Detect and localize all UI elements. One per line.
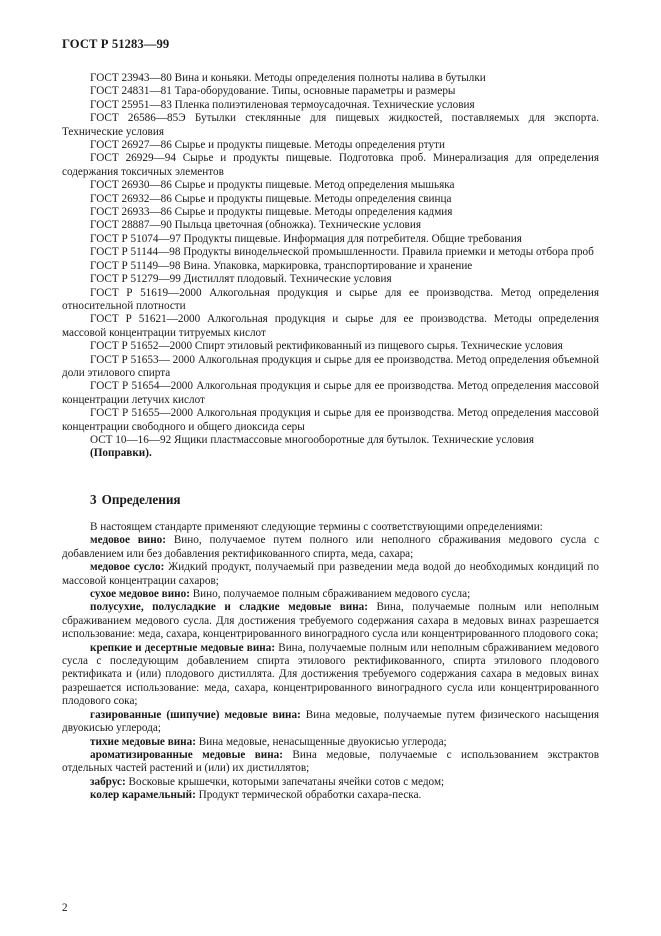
definition-text: Вина, получаемые полным или неполным сбраживанием медового сусла. Для достижения требуемого содержания сахара в медовых винах разрешается использование: меда, сахара, концентрированного виноградного сусла или концентрированного плодового сока;	[62, 601, 600, 641]
reference-title: Вина и коньяки. Методы определения полноты налива в бутылки	[174, 72, 486, 84]
reference-item	[62, 407, 599, 434]
amendments-note: (Поправки).	[90, 447, 152, 460]
reference-title: Спирт этиловый ректификованный из пищевого сырья. Технические условия	[194, 340, 563, 353]
reference-code: ГОСТ Р 51654—2000	[90, 380, 193, 393]
reference-item	[62, 112, 599, 139]
reference-title: Сырье и продукты пищевые. Подготовка проб. Минерализация для определения содержания токсичных элементов	[62, 152, 600, 178]
definition-item	[62, 534, 599, 561]
reference-title: Дистиллят плодовый. Технические условия	[183, 273, 392, 286]
definition-item	[62, 776, 599, 789]
definition-text: Вина медовые, получаемые путем физического насыщения двуокисью углерода;	[62, 708, 600, 735]
reference-item	[62, 340, 599, 353]
definition-item	[62, 709, 599, 736]
reference-item	[62, 152, 599, 179]
reference-code: ГОСТ Р 51652—2000	[90, 340, 193, 353]
reference-item	[62, 313, 599, 340]
reference-title: Сырье и продукты пищевые. Метод определения мышьяка	[174, 179, 455, 192]
reference-code: ГОСТ Р 51619—2000	[90, 286, 202, 299]
reference-title: Алкогольная продукция и сырье для ее производства. Методы определения массовой концентрации титруемых кислот	[62, 313, 599, 339]
reference-code: ГОСТ 26932—86	[90, 192, 172, 205]
definition-text: Жидкий продукт, получаемый при разведении меда водой до необходимых кондиций по массовой концентрации сахаров;	[62, 561, 599, 587]
definition-term: забрус:	[90, 775, 126, 788]
reference-code: ГОСТ 26586—85Э	[90, 112, 186, 125]
definition-text: Продукт термической обработки сахара-песка.	[198, 789, 422, 802]
reference-code: ГОСТ Р 51149—98	[90, 259, 181, 272]
reference-code: ГОСТ Р 51655—2000	[90, 407, 193, 420]
definition-text: Вина медовые, получаемые с использованием экстрактов отдельных частей растений и (или) их дистиллятов;	[62, 748, 599, 775]
reference-item	[62, 273, 599, 286]
reference-code: ГОСТ 26929—94	[90, 152, 176, 165]
reference-item	[62, 72, 599, 85]
reference-title: Сырье и продукты пищевые. Методы определения свинца	[174, 192, 452, 205]
definition-term: тихие медовые вина:	[90, 735, 196, 748]
reference-item	[62, 246, 599, 259]
reference-title: Продукты винодельческой промышленности. Правила приемки и методы отбора проб	[183, 246, 594, 259]
reference-title: Алкогольная продукция и сырье для ее производства. Метод определения относительной плотности	[62, 286, 599, 312]
reference-item	[62, 139, 599, 152]
reference-code: ГОСТ Р 51144—98	[90, 246, 181, 259]
reference-title: Вина. Упаковка, маркировка, транспортирование и хранение	[183, 259, 473, 272]
reference-item	[62, 380, 599, 407]
definition-item	[62, 561, 599, 588]
definition-text: Вино, получаемое полным сбраживанием медового сусла;	[192, 588, 471, 601]
reference-code: ГОСТ Р 51279—99	[90, 273, 181, 286]
reference-code: ГОСТ 25951—83	[90, 98, 172, 111]
reference-code: ОСТ 10—16—92	[90, 433, 172, 446]
reference-item	[62, 287, 599, 314]
reference-title: Сырье и продукты пищевые. Методы определения ртути	[174, 139, 445, 152]
reference-code: ГОСТ 23943—80	[90, 72, 172, 84]
definition-term: медовое вино:	[90, 534, 167, 547]
reference-code: ГОСТ 26927—86	[90, 139, 172, 152]
reference-item	[62, 260, 599, 273]
definition-item	[62, 642, 599, 709]
page-number: 2	[62, 902, 68, 914]
definition-term: ароматизированные медовые вина:	[90, 748, 283, 761]
definitions-body	[62, 521, 599, 803]
definition-text: Восковые крышечки, которыми запечатаны ячейки сотов с медом;	[128, 775, 445, 788]
definitions-intro: В настоящем стандарте применяют следующие термины с соответствующими определениями:	[90, 521, 543, 533]
reference-item	[62, 354, 599, 381]
definition-item	[62, 749, 599, 776]
definition-term: колер карамельный:	[90, 789, 196, 802]
reference-code: ГОСТ Р 51621—2000	[90, 313, 201, 326]
definition-item	[62, 736, 599, 749]
reference-title: Пленка полиэтиленовая термоусадочная. Технические условия	[174, 98, 475, 111]
reference-title: Алкогольная продукция и сырье для ее производства. Метод определения массовой концентрации свободного и общего диоксида серы	[62, 407, 599, 433]
reference-title: Тара-оборудование. Типы, основные параметры и размеры	[174, 85, 456, 98]
reference-item	[62, 179, 599, 192]
reference-item	[62, 434, 599, 447]
reference-code: ГОСТ 26930—86	[90, 179, 172, 192]
definition-term: газированные (шипучие) медовые вина:	[90, 708, 301, 721]
reference-title: Алкогольная продукция и сырье для ее производства. Метод определения массовой концентрации летучих кислот	[62, 380, 599, 406]
reference-title: Пыльца цветочная (обножка). Технические условия	[174, 219, 421, 232]
reference-title: Продукты пищевые. Информация для потребителя. Общие требования	[183, 232, 522, 245]
reference-title: Алкогольная продукция и сырье для ее производства. Метод определения объемной доли этилового спирта	[62, 353, 599, 379]
definition-item	[62, 588, 599, 601]
definition-item	[62, 601, 599, 641]
definition-term: сухое медовое вино:	[90, 588, 190, 601]
definition-item	[62, 789, 599, 802]
section-heading	[62, 493, 181, 506]
definition-text: Вина, получаемые полным или неполным сбраживанием медового сусла с последующим добавлением спирта этилового ректификованного, спирта этилового плодового ректификата и (или) плодового дистиллята. Для достижения требуемого содержания сахара в медовых винах разрешается использование: меда, сахара, концентрированного виноградного сусла или концентрированного плодового сока;	[62, 641, 600, 708]
definition-term: полусухие, полусладкие и сладкие медовые вина:	[90, 601, 368, 614]
reference-item	[62, 193, 599, 206]
reference-item	[62, 219, 599, 232]
definition-term: крепкие и десертные медовые вина:	[90, 641, 276, 654]
section-title: Определения	[101, 492, 181, 507]
reference-code: ГОСТ Р 51074—97	[90, 232, 181, 245]
reference-item	[62, 206, 599, 219]
document-header: ГОСТ Р 51283—99	[62, 37, 170, 51]
reference-code: ГОСТ 28887—90	[90, 219, 172, 232]
section-number: 3	[90, 492, 97, 507]
reference-title: Ящики пластмассовые многооборотные для бутылок. Технические условия	[174, 433, 535, 446]
definition-text: Вина медовые, ненасыщенные двуокисью углерода;	[198, 735, 447, 748]
reference-code: ГОСТ 26933—86	[90, 206, 172, 219]
reference-code: ГОСТ 24831—81	[90, 85, 172, 98]
normative-references	[62, 72, 599, 461]
reference-title: Бутылки стеклянные для пищевых жидкостей, поставляемых для экспорта. Технические условия	[62, 112, 599, 138]
reference-title: Сырье и продукты пищевые. Методы определения кадмия	[174, 206, 453, 219]
reference-code: ГОСТ Р 51653— 2000	[90, 353, 195, 366]
definition-term: медовое сусло:	[90, 561, 165, 574]
reference-item	[62, 233, 599, 246]
reference-item	[62, 85, 599, 98]
reference-item	[62, 99, 599, 112]
definition-text: Вино, получаемое путем полного или неполного сбраживания медового сусла с добавлением или без добавления ректификованного спирта, меда, сахара;	[62, 534, 599, 560]
